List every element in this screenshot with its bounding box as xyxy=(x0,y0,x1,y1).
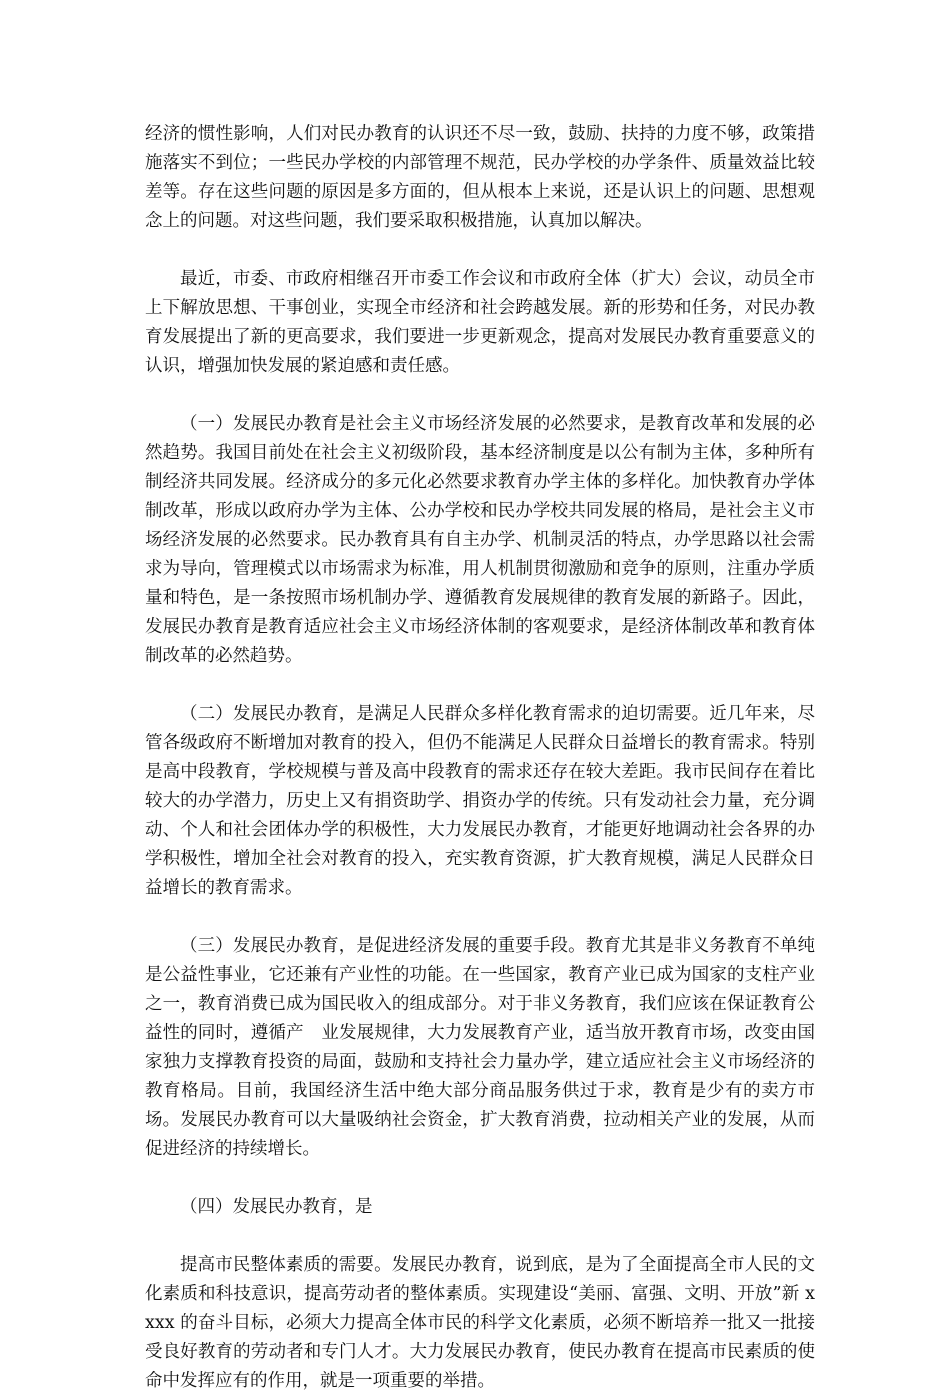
paragraph-recent-meetings: 最近，市委、市政府相继召开市委工作会议和市政府全体（扩大）会议，动员全市上下解放思想、干事创业，实现全市经济和社会跨越发展。新的形势和任务，对民办教育发展提出了新的更高要求，我们要进一步更新观念，提高对发展民办教育重要意义的认识，增强加快发展的紧迫感和责任感。 xyxy=(145,269,815,376)
paragraph-point-four-heading: （四）发展民办教育，是 xyxy=(180,1197,373,1217)
document-page xyxy=(145,120,815,1396)
paragraph-point-one: （一）发展民办教育是社会主义市场经济发展的必然要求，是教育改革和发展的必然趋势。我国目前处在社会主义初级阶段，基本经济制度是以公有制为主体，多种所有制经济共同发展。经济成分的多元化必然要求教育办学主体的多样化。加快教育办学体制改革，形成以政府办学为主体、公办学校和民办学校共同发展的格局，是社会主义市场经济发展的必然要求。民办教育具有自主办学、机制灵活的特点，办学思路以社会需求为导向，管理模式以市场需求为标准，用人机制贯彻激励和竞争的原则，注重办学质量和特色，是一条按照市场机制办学、遵循教育发展规律的教育发展的新路子。因此，发展民办教育是教育适应社会主义市场经济体制的客观要求，是经济体制改革和教育体制改革的必然趋势。 xyxy=(145,414,815,666)
paragraph-point-two: （二）发展民办教育，是满足人民群众多样化教育需求的迫切需要。近几年来，尽管各级政府不断增加对教育的投入，但仍不能满足人民群众日益增长的教育需求。特别是高中段教育，学校规模与普及高中段教育的需求还存在较大差距。我市民间存在着比较大的办学潜力，历史上又有捐资助学、捐资办学的传统。只有发动社会力量，充分调动、个人和社会团体办学的积极性，大力发展民办教育，才能更好地调动社会各界的办学积极性，增加全社会对教育的投入，充实教育资源，扩大教育规模，满足人民群众日益增长的教育需求。 xyxy=(145,704,815,898)
paragraph-point-four-body: 提高市民整体素质的需要。发展民办教育，说到底，是为了全面提高全市人民的文化素质和科技意识，提高劳动者的整体素质。实现建设“美丽、富强、文明、开放”新 xxxx 的奋斗目标，必须大力提高全体市民的科学文化素质，必须不断培养一批又一批接受良好教育的劳动者和专门人才。大力发展民办教育，使民办教育在提高市民素质的使命中发挥应有的作用，就是一项重要的举措。 xyxy=(145,1255,815,1391)
paragraph-point-three: （三）发展民办教育，是促进经济发展的重要手段。教育尤其是非义务教育不单纯是公益性事业，它还兼有产业性的功能。在一些国家，教育产业已成为国家的支柱产业之一，教育消费已成为国民收入的组成部分。对于非义务教育，我们应该在保证教育公益性的同时，遵循产 业发展规律，大力发展教育产业，适当放开教育市场，改变由国家独力支撑教育投资的局面，鼓励和支持社会力量办学，建立适应社会主义市场经济的教育格局。目前，我国经济生活中绝大部分商品服务供过于求，教育是少有的卖方市场。发展民办教育可以大量吸纳社会资金，扩大教育消费，拉动相关产业的发展，从而促进经济的持续增长。 xyxy=(145,936,815,1159)
paragraph-continuation: 经济的惯性影响，人们对民办教育的认识还不尽一致，鼓励、扶持的力度不够，政策措施落实不到位；一些民办学校的内部管理不规范，民办学校的办学条件、质量效益比较差等。存在这些问题的原因是多方面的，但从根本上来说，还是认识上的问题、思想观念上的问题。对这些问题，我们要采取积极措施，认真加以解决。 xyxy=(145,124,815,231)
